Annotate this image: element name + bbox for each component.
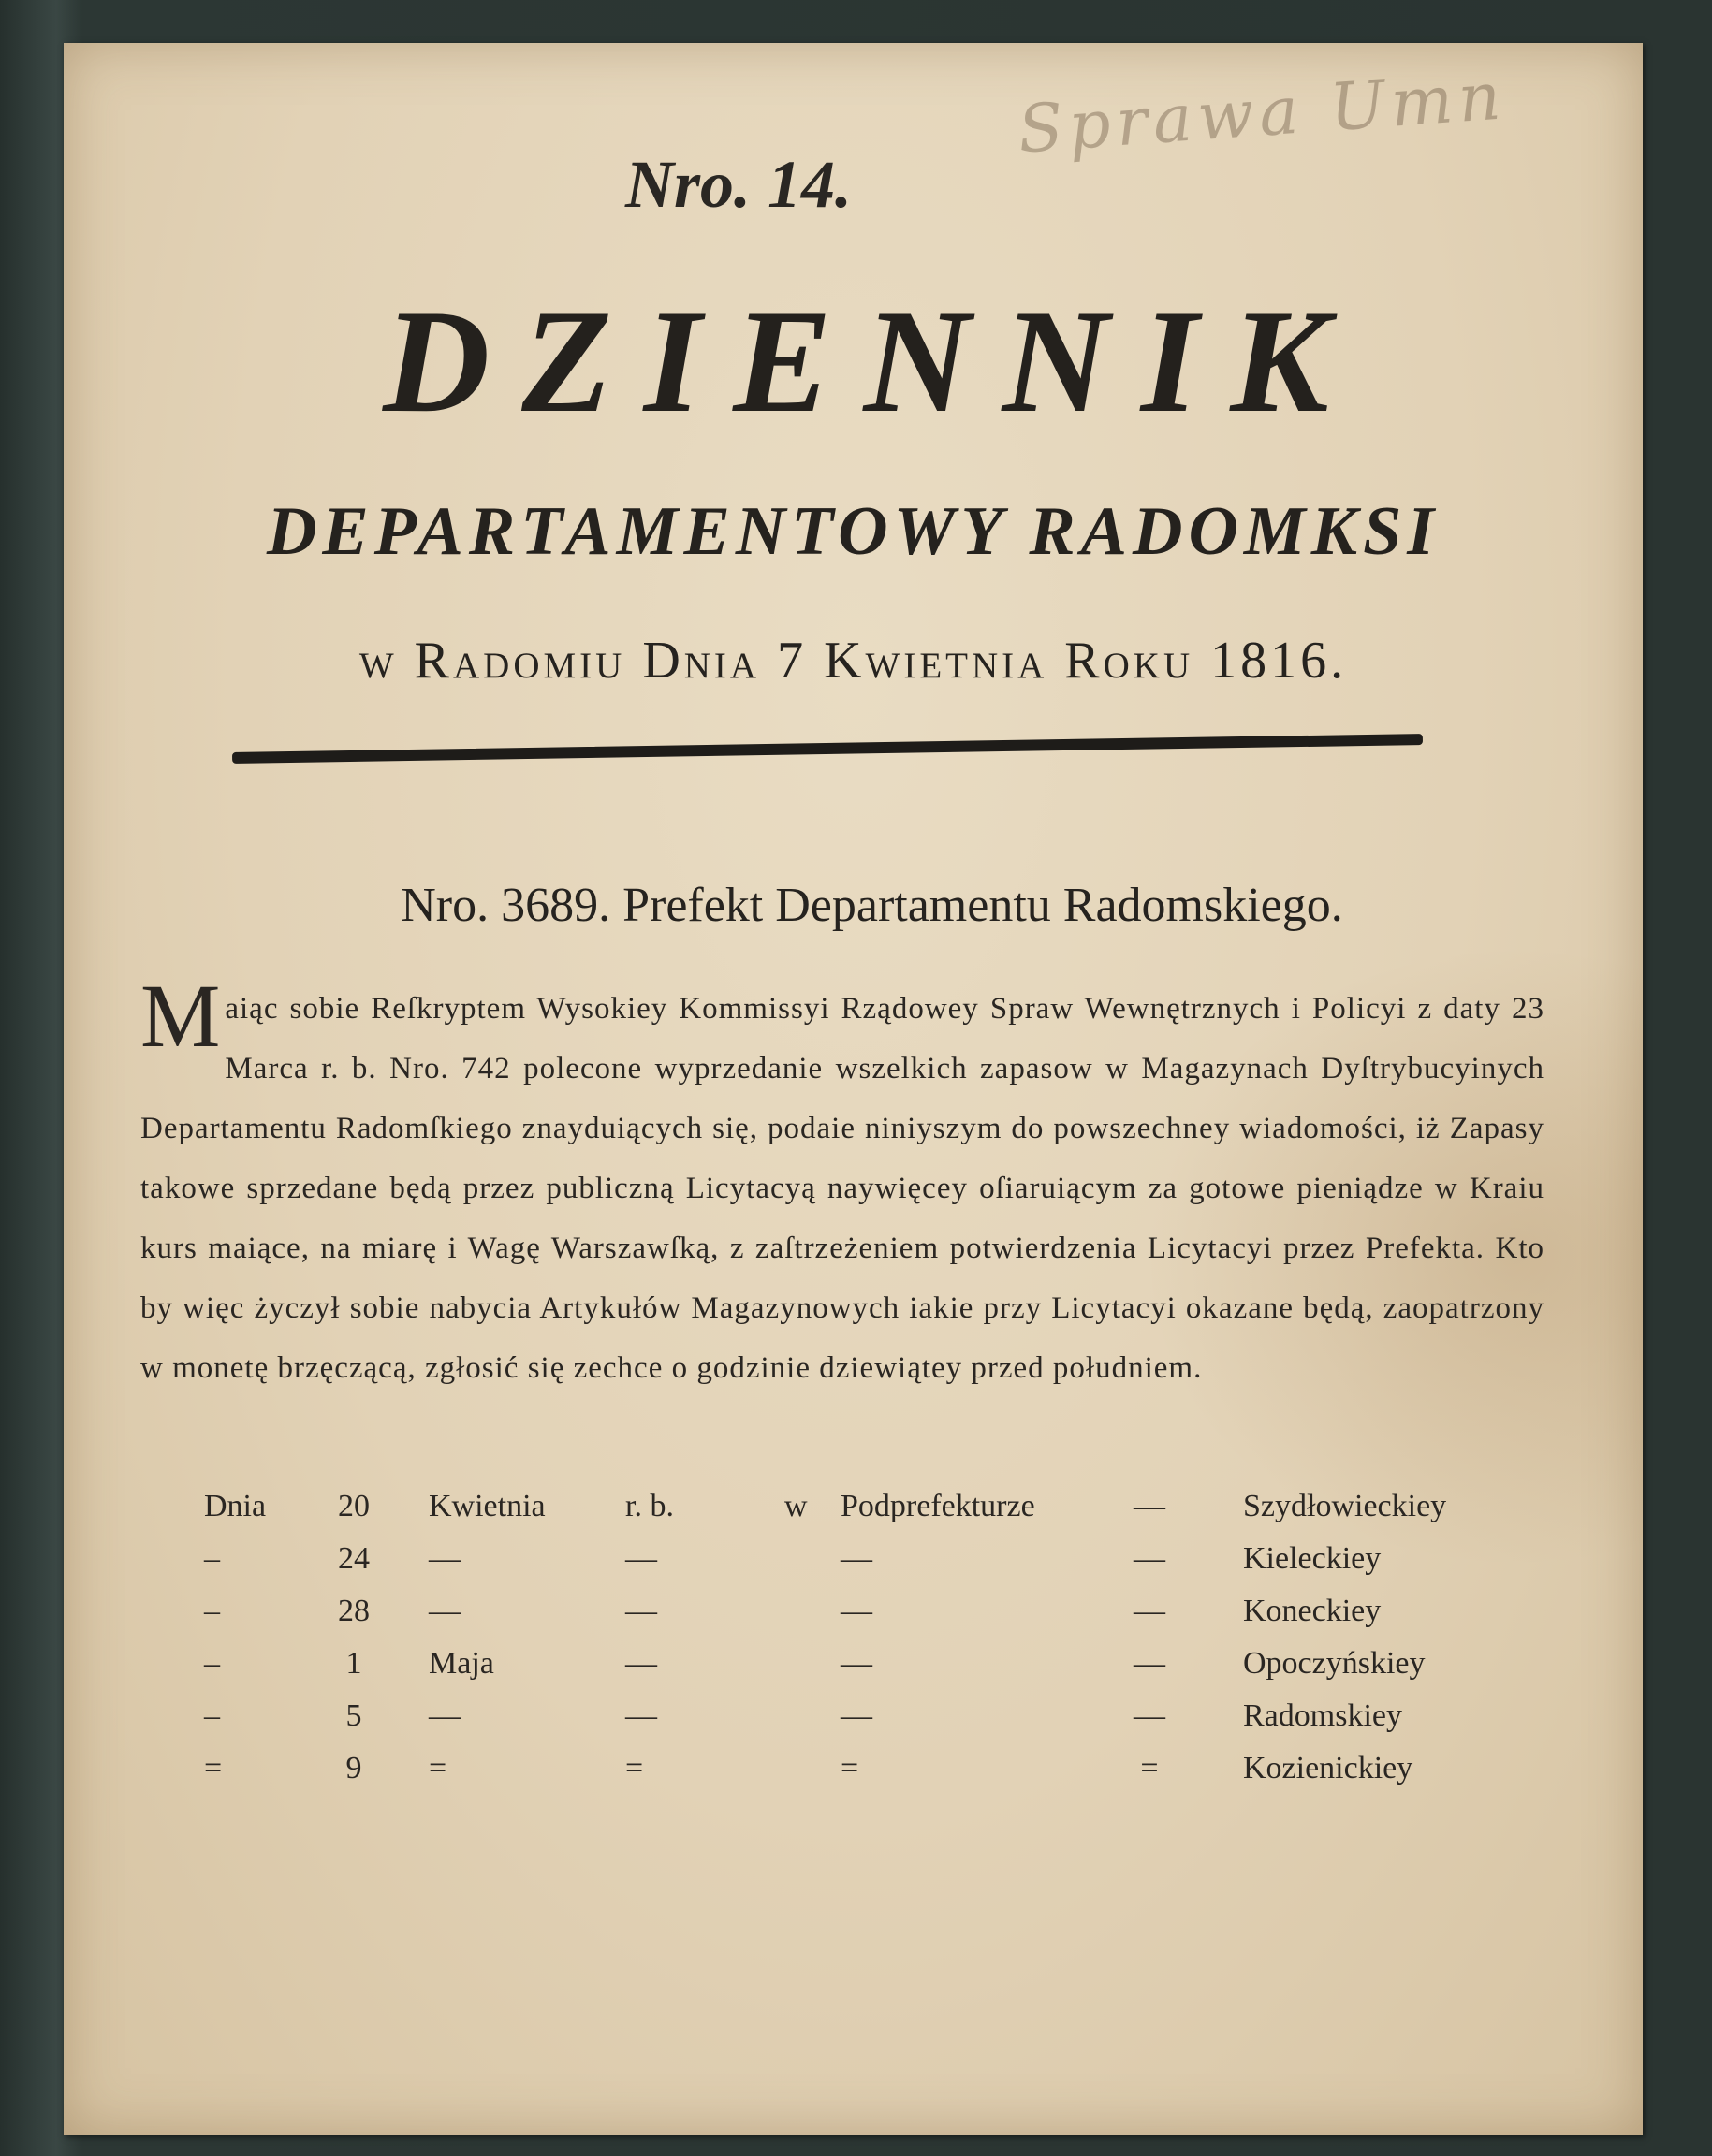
schedule-place: Radomskiey — [1243, 1698, 1402, 1733]
schedule-prefix: – — [204, 1646, 220, 1681]
schedule-place: Koneckiey — [1243, 1594, 1382, 1628]
schedule-dash: — — [1134, 1594, 1165, 1628]
schedule-row — [204, 1698, 1496, 1751]
schedule-dash: — — [1134, 1646, 1165, 1681]
schedule-month: — — [429, 1594, 461, 1628]
schedule-month: Kwietnia — [429, 1489, 546, 1523]
newspaper-title: DZIENNIK — [383, 280, 1361, 444]
schedule-month: — — [429, 1541, 461, 1576]
schedule-row — [204, 1541, 1496, 1594]
schedule-subprefecture: — — [841, 1594, 872, 1628]
schedule-subprefecture: — — [841, 1698, 872, 1733]
schedule-prefix: = — [204, 1751, 223, 1785]
schedule-prefix: – — [204, 1594, 220, 1628]
schedule-month: — — [429, 1698, 461, 1733]
announcement-body — [140, 966, 1544, 1398]
schedule-dash: — — [1134, 1698, 1165, 1733]
issue-number: Nro. 14. — [625, 147, 853, 222]
newspaper-page — [64, 43, 1643, 2135]
auction-schedule — [204, 1489, 1496, 1803]
schedule-place: Kozienickiey — [1243, 1751, 1413, 1785]
schedule-month: = — [429, 1751, 447, 1785]
schedule-day: 1 — [345, 1646, 362, 1681]
schedule-rb: — — [625, 1698, 657, 1733]
schedule-month: Maja — [429, 1646, 494, 1681]
drop-cap: M — [140, 966, 222, 1066]
schedule-row — [204, 1594, 1496, 1646]
schedule-rb: r. b. — [625, 1489, 674, 1523]
schedule-subprefecture: — — [841, 1541, 872, 1576]
section-heading: Nro. 3689. Prefekt Departamentu Radomskiego. — [401, 879, 1343, 932]
schedule-day: 24 — [338, 1541, 370, 1576]
schedule-subprefecture: — — [841, 1646, 872, 1681]
schedule-row — [204, 1489, 1496, 1541]
schedule-subprefecture: Podprefekturze — [841, 1489, 1035, 1523]
newspaper-subtitle: DEPARTAMENTOWY RADOMKSI — [266, 493, 1441, 570]
schedule-day: 20 — [338, 1489, 370, 1523]
schedule-rb: = — [625, 1751, 644, 1785]
schedule-prefix: – — [204, 1698, 220, 1733]
schedule-dash: — — [1134, 1541, 1165, 1576]
handwritten-margin-note: Sprawa Umn — [1015, 57, 1509, 168]
schedule-subprefecture: = — [841, 1751, 859, 1785]
schedule-dash: = — [1140, 1751, 1159, 1785]
schedule-rb: — — [625, 1594, 657, 1628]
schedule-day: 28 — [338, 1594, 370, 1628]
schedule-place: Szydłowieckiey — [1243, 1489, 1447, 1523]
schedule-rb: — — [625, 1541, 657, 1576]
schedule-place: Kieleckiey — [1243, 1541, 1382, 1576]
dateline: w Radomiu Dnia 7 Kwietnia Roku 1816. — [358, 632, 1348, 690]
announcement-text: aiąc sobie Reſkryptem Wysokiey Kommissyi Rządowey Spraw Wewnętrznych i Policyi z daty 23 Marca r. b. Nro. 742 polecone wyprzedanie wszelkich zapasow w Magazynach Dyſtrybucyinych Departamentu Radomſkiego znayduiących się, podaie niniyszym do powszechney wiadomości, iż Zapasy takowe sprzedane będą przez publiczną Licytacyą naywięcey oſiaruiącym za gotowe pieniądze w Kraiu kurs maiące, na miarę i Wagę Warszawſką, z zaſtrzeżeniem potwierdzenia Licytacyi przez Prefekta. Kto by więc życzył sobie nabycia Artykułów Magazynowych iakie przy Licytacyi okazane będą, zaopatrzony w monetę brzęczącą, zgłosić się zechce o godzinie dziewiątey przed południem. — [140, 992, 1544, 1385]
header-divider-rule — [232, 734, 1423, 764]
schedule-prefix: Dnia — [204, 1489, 267, 1523]
schedule-rb: — — [625, 1646, 657, 1681]
schedule-prefix: – — [204, 1541, 220, 1576]
schedule-place: Opoczyńskiey — [1243, 1646, 1426, 1681]
schedule-row — [204, 1751, 1496, 1803]
schedule-dash: — — [1134, 1489, 1165, 1523]
schedule-w: w — [784, 1489, 808, 1523]
schedule-row — [204, 1646, 1496, 1698]
schedule-day: 5 — [345, 1698, 362, 1733]
schedule-day: 9 — [345, 1751, 362, 1785]
